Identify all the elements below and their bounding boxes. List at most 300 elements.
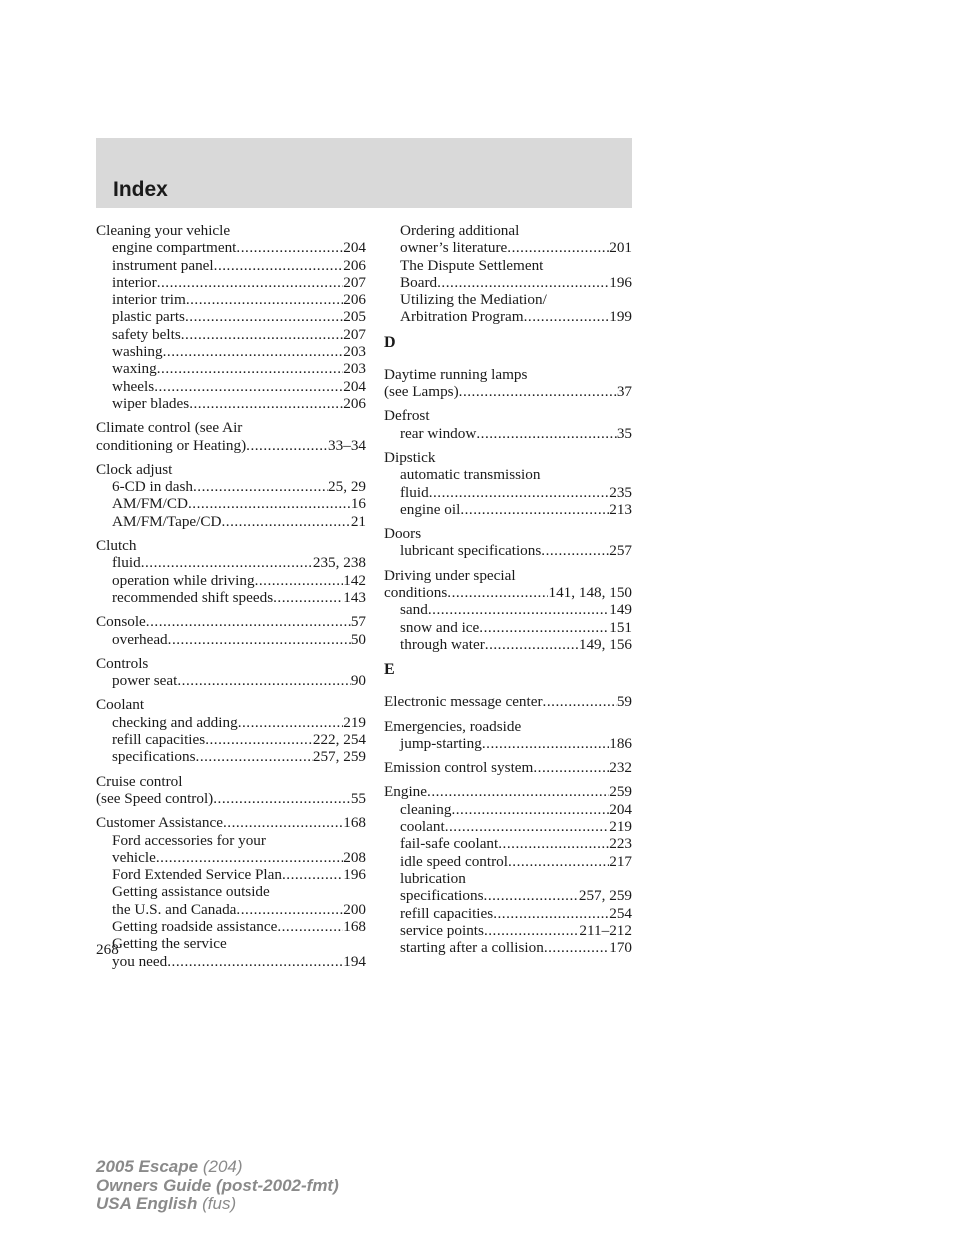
- page-ref: 203: [343, 360, 366, 378]
- entry-term: refill capacities: [112, 731, 206, 749]
- index-entry: [96, 696, 366, 765]
- page-ref: 223: [609, 835, 632, 853]
- dot-leader: [273, 589, 343, 606]
- page-ref: 204: [609, 800, 632, 818]
- dot-leader: [141, 554, 313, 571]
- index-subentry: [96, 714, 366, 731]
- page-number: 268: [96, 941, 119, 958]
- index-entry: [96, 537, 366, 606]
- index-subentry: [96, 395, 366, 412]
- page-ref: 222, 254: [312, 731, 366, 749]
- entry-term: (see Speed control): [96, 789, 214, 807]
- leader-line: [400, 887, 632, 904]
- index-subentry: [384, 905, 632, 922]
- leader-line: [112, 495, 366, 512]
- entry-term: owner’s literature: [400, 239, 508, 257]
- footer: [96, 1158, 339, 1214]
- dot-leader: [185, 308, 343, 325]
- page-ref: 204: [343, 377, 366, 395]
- dot-leader: [460, 501, 609, 518]
- page-ref: 259: [609, 783, 632, 801]
- entry-term: Cleaning your vehicle: [96, 222, 231, 239]
- entry-term: Emergencies, roadside: [384, 717, 522, 735]
- index-subentry: [384, 801, 632, 818]
- leader-line: [112, 748, 366, 765]
- dot-leader: [451, 801, 609, 818]
- entry-term: plastic parts: [112, 308, 185, 326]
- leader-line: [400, 818, 632, 835]
- entry-term: interior: [112, 273, 157, 291]
- index-subentry: [96, 918, 366, 935]
- entry-term: Climate control (see Air: [96, 419, 243, 437]
- page-ref: 37: [616, 383, 632, 401]
- leader-line: [400, 636, 632, 653]
- page-ref: 213: [609, 500, 632, 518]
- entry-term: Electronic message center: [384, 693, 543, 711]
- dot-leader: [485, 636, 579, 653]
- dot-leader: [541, 542, 609, 559]
- entry-term: Engine: [384, 783, 428, 801]
- entry-term: engine oil: [400, 500, 461, 518]
- leader-line: [112, 631, 366, 648]
- dot-leader: [482, 735, 609, 752]
- index-subentry: [384, 818, 632, 835]
- leader-line: [112, 513, 366, 530]
- entry-term: Daytime running lamps: [384, 365, 528, 383]
- dot-leader: [223, 814, 343, 831]
- index-subentry: [384, 257, 632, 274]
- index-entry: [384, 567, 632, 653]
- index-heading: [384, 567, 632, 584]
- leader-line: [400, 801, 632, 818]
- entry-term: waxing: [112, 360, 157, 378]
- index-subentry: [384, 222, 632, 239]
- index-subentry: [384, 939, 632, 956]
- index-heading: [384, 366, 632, 383]
- index-heading: [96, 437, 366, 454]
- index-entry: [96, 419, 366, 454]
- leader-line: [112, 572, 366, 589]
- entry-term: Ordering additional: [400, 222, 520, 239]
- index-subentry: [96, 495, 366, 512]
- dot-leader: [157, 360, 344, 377]
- entry-term: automatic transmission: [400, 466, 541, 484]
- entry-term: checking and adding: [112, 713, 238, 731]
- leader-line: [384, 783, 632, 800]
- leader-line: [400, 425, 632, 442]
- index-subentry: [96, 866, 366, 883]
- index-entry: [384, 222, 632, 326]
- leader-line: [112, 274, 366, 291]
- footer-guide: Owners Guide (post-2002-fmt): [96, 1175, 339, 1195]
- entry-term: Getting the service: [112, 935, 227, 953]
- page-ref: 194: [343, 952, 366, 970]
- dot-leader: [484, 922, 579, 939]
- entry-term: Emission control system: [384, 759, 534, 777]
- leader-line: [96, 437, 366, 454]
- dot-leader: [543, 693, 617, 710]
- index-heading: [384, 407, 632, 424]
- dot-leader: [163, 343, 344, 360]
- index-entry: [384, 693, 632, 710]
- index-subentry: [96, 343, 366, 360]
- leader-line: [112, 239, 366, 256]
- index-subentry: [384, 425, 632, 442]
- leader-line: [400, 922, 632, 939]
- index-subentry: [384, 636, 632, 653]
- index-heading: [96, 419, 366, 436]
- footer-model: 2005 Escape: [96, 1157, 199, 1176]
- entry-term: Coolant: [96, 696, 145, 714]
- entry-term: conditioning or Heating): [96, 436, 247, 454]
- index-subentry: [96, 478, 366, 495]
- page-ref: 143: [343, 588, 366, 606]
- index-heading: [384, 718, 632, 735]
- leader-line: [112, 326, 366, 343]
- leader-line: [400, 308, 632, 325]
- dot-leader: [156, 849, 343, 866]
- page-ref: 16: [350, 495, 366, 513]
- dot-leader: [236, 901, 343, 918]
- dot-leader: [476, 425, 616, 442]
- entry-term: AM/FM/CD: [112, 495, 188, 513]
- page-ref: 257, 259: [578, 887, 632, 905]
- page-ref: 59: [616, 693, 632, 711]
- dot-leader: [205, 731, 313, 748]
- leader-line: [400, 501, 632, 518]
- index-entry: [96, 461, 366, 530]
- index-subentry: [384, 291, 632, 308]
- index-subentry: [96, 631, 366, 648]
- dot-leader: [498, 835, 609, 852]
- leader-line: [112, 714, 366, 731]
- leader-line: [400, 619, 632, 636]
- entry-term: (see Lamps): [384, 383, 459, 401]
- page-ref: 90: [350, 672, 366, 690]
- index-subentry: [96, 308, 366, 325]
- leader-line: [112, 866, 366, 883]
- page-ref: 33–34: [328, 436, 366, 454]
- leader-line: [400, 601, 632, 618]
- dot-leader: [524, 308, 610, 325]
- index-entry: [384, 449, 632, 518]
- index-subentry: [96, 935, 366, 952]
- leader-line: [384, 693, 632, 710]
- entry-term: idle speed control: [400, 852, 508, 870]
- leader-line: [112, 849, 366, 866]
- index-subentry: [96, 360, 366, 377]
- footer-line-1: [96, 1158, 339, 1177]
- index-subentry: [384, 501, 632, 518]
- entry-term: Utilizing the Mediation/: [400, 291, 547, 309]
- page-ref: 199: [609, 308, 632, 326]
- section-letter: D: [384, 333, 396, 351]
- dot-leader: [508, 853, 609, 870]
- dot-leader: [146, 613, 351, 630]
- index-heading: [96, 222, 366, 239]
- dot-leader: [154, 378, 343, 395]
- entry-term: conditions: [384, 584, 448, 602]
- entry-term: jump-starting: [400, 734, 482, 752]
- page-ref: 235: [609, 483, 632, 501]
- index-subentry: [384, 542, 632, 559]
- dot-leader: [238, 714, 344, 731]
- index-column-left: [96, 222, 366, 977]
- index-subentry: [384, 835, 632, 852]
- page-ref: 206: [343, 256, 366, 274]
- entry-term: recommended shift speeds: [112, 588, 274, 606]
- entry-term: wheels: [112, 377, 155, 395]
- page-ref: 257, 259: [312, 748, 366, 766]
- index-subentry: [96, 274, 366, 291]
- index-subentry: [96, 672, 366, 689]
- dot-leader: [445, 818, 610, 835]
- page-ref: 142: [343, 571, 366, 589]
- page-ref: 170: [609, 939, 632, 957]
- entry-term: fluid: [112, 554, 141, 572]
- entry-term: rear window: [400, 424, 477, 442]
- page-ref: 168: [343, 814, 366, 832]
- footer-line-3: [96, 1195, 339, 1214]
- index-subentry: [384, 484, 632, 501]
- entry-term: washing: [112, 343, 163, 361]
- index-subentry: [384, 887, 632, 904]
- leader-line: [112, 378, 366, 395]
- leader-line: [112, 731, 366, 748]
- section-letter: E: [384, 661, 395, 679]
- index-subentry: [96, 589, 366, 606]
- leader-line: [400, 484, 632, 501]
- index-heading: [384, 759, 632, 776]
- dot-leader: [193, 478, 328, 495]
- leader-line: [112, 901, 366, 918]
- entry-term: Customer Assistance: [96, 814, 223, 832]
- index-entry: [96, 613, 366, 648]
- page-ref: 57: [350, 613, 366, 631]
- footer-line-2: [96, 1177, 339, 1196]
- entry-term: Clutch: [96, 537, 137, 555]
- entry-term: Driving under special: [384, 566, 516, 584]
- entry-term: wiper blades: [112, 394, 190, 412]
- dot-leader: [167, 953, 343, 970]
- dot-leader: [177, 672, 350, 689]
- entry-term: specifications: [400, 887, 484, 905]
- index-subentry: [384, 601, 632, 618]
- dot-leader: [157, 274, 344, 291]
- entry-term: vehicle: [112, 848, 156, 866]
- entry-term: cleaning: [400, 800, 452, 818]
- entry-term: lubrication: [400, 869, 466, 887]
- entry-term: Arbitration Program: [400, 308, 524, 326]
- dot-leader: [221, 513, 350, 530]
- index-heading: [96, 655, 366, 672]
- dot-leader: [484, 887, 579, 904]
- page-ref: 196: [343, 866, 366, 884]
- index-heading: [96, 696, 366, 713]
- dot-leader: [447, 584, 548, 601]
- leader-line: [112, 589, 366, 606]
- leader-line: [400, 835, 632, 852]
- index-subentry: [384, 922, 632, 939]
- index-entry: [384, 407, 632, 442]
- leader-line: [112, 672, 366, 689]
- index-subentry: [96, 572, 366, 589]
- page-ref: 206: [343, 394, 366, 412]
- entry-term: sand: [400, 601, 428, 619]
- page-ref: 25, 29: [328, 478, 366, 496]
- index-entry: [96, 655, 366, 690]
- leader-line: [400, 735, 632, 752]
- page-ref: 217: [609, 852, 632, 870]
- dot-leader: [277, 918, 343, 935]
- entry-term: The Dispute Settlement: [400, 256, 544, 274]
- index-column-right: [384, 222, 632, 963]
- entry-term: instrument panel: [112, 256, 214, 274]
- page-ref: 232: [609, 759, 632, 777]
- page-ref: 205: [343, 308, 366, 326]
- index-subentry: [384, 870, 632, 887]
- index-subentry: [96, 748, 366, 765]
- index-heading: [384, 584, 632, 601]
- index-heading: [384, 693, 632, 710]
- entry-term: Cruise control: [96, 772, 183, 790]
- index-subentry: [96, 953, 366, 970]
- page-ref: 207: [343, 273, 366, 291]
- entry-term: power seat: [112, 672, 178, 690]
- leader-line: [400, 274, 632, 291]
- entry-term: Clock adjust: [96, 460, 173, 478]
- entry-term: Getting assistance outside: [112, 883, 270, 901]
- index-heading: [384, 783, 632, 800]
- dot-leader: [493, 905, 609, 922]
- dot-leader: [255, 572, 344, 589]
- dot-leader: [437, 274, 609, 291]
- page-ref: 203: [343, 343, 366, 361]
- leader-line: [112, 343, 366, 360]
- dot-leader: [544, 939, 609, 956]
- entry-term: lubricant specifications: [400, 542, 542, 560]
- entry-term: interior trim: [112, 291, 186, 309]
- page-ref: 168: [343, 917, 366, 935]
- leader-line: [400, 905, 632, 922]
- entry-term: you need: [112, 952, 168, 970]
- dot-leader: [429, 484, 610, 501]
- entry-term: Ford Extended Service Plan: [112, 866, 282, 884]
- leader-line: [112, 918, 366, 935]
- page-ref: 151: [609, 618, 632, 636]
- dot-leader: [196, 748, 313, 765]
- entry-term: AM/FM/Tape/CD: [112, 512, 222, 530]
- leader-line: [96, 790, 366, 807]
- entry-term: safety belts: [112, 325, 181, 343]
- page-ref: 208: [343, 848, 366, 866]
- entry-term: overhead: [112, 630, 168, 648]
- entry-term: Doors: [384, 525, 422, 543]
- entry-term: refill capacities: [400, 904, 494, 922]
- index-subentry: [96, 513, 366, 530]
- entry-term: Dipstick: [384, 448, 436, 466]
- dot-leader: [188, 495, 351, 512]
- dot-leader: [428, 601, 609, 618]
- page-ref: 141, 148, 150: [548, 584, 632, 602]
- entry-term: Board: [400, 273, 438, 291]
- index-heading: [96, 773, 366, 790]
- leader-line: [112, 395, 366, 412]
- index-heading: [96, 461, 366, 478]
- index-subentry: [96, 291, 366, 308]
- leader-line: [400, 239, 632, 256]
- index-subentry: [96, 883, 366, 900]
- entry-term: Console: [96, 613, 146, 631]
- leader-line: [400, 542, 632, 559]
- index-subentry: [96, 832, 366, 849]
- dot-leader: [282, 866, 343, 883]
- index-heading: [96, 814, 366, 831]
- entry-term: fluid: [400, 483, 429, 501]
- index-subentry: [384, 853, 632, 870]
- page-ref: 207: [343, 325, 366, 343]
- page-ref: 219: [609, 818, 632, 836]
- index-heading: [384, 449, 632, 466]
- entry-term: Controls: [96, 654, 149, 672]
- entry-term: specifications: [112, 748, 196, 766]
- index-entry: [384, 366, 632, 401]
- page-ref: 196: [609, 273, 632, 291]
- index-heading: [96, 613, 366, 630]
- leader-line: [384, 383, 632, 400]
- entry-term: starting after a collision: [400, 939, 544, 957]
- index-heading: [96, 790, 366, 807]
- page-ref: 211–212: [579, 921, 632, 939]
- index-subentry: [384, 308, 632, 325]
- index-subentry: [96, 257, 366, 274]
- leader-line: [112, 257, 366, 274]
- page-ref: 206: [343, 291, 366, 309]
- index-entry: [96, 222, 366, 412]
- leader-line: [96, 613, 366, 630]
- index-heading: [96, 537, 366, 554]
- index-subentry: [96, 901, 366, 918]
- footer-language: USA English: [96, 1194, 198, 1213]
- index-subentry: [96, 849, 366, 866]
- leader-line: [112, 291, 366, 308]
- entry-term: coolant: [400, 818, 445, 836]
- leader-line: [112, 478, 366, 495]
- footer-model-code: (204): [202, 1157, 243, 1176]
- index-subentry: [384, 619, 632, 636]
- page-ref: 204: [343, 239, 366, 257]
- index-heading: [384, 525, 632, 542]
- dot-leader: [533, 759, 609, 776]
- leader-line: [400, 939, 632, 956]
- page-ref: 219: [343, 713, 366, 731]
- index-subentry: [384, 239, 632, 256]
- page-ref: 50: [350, 630, 366, 648]
- leader-line: [112, 554, 366, 571]
- index-subentry: [96, 326, 366, 343]
- index-entry: [384, 718, 632, 753]
- index-subentry: [96, 731, 366, 748]
- entry-term: service points: [400, 921, 484, 939]
- index-subentry: [96, 378, 366, 395]
- entry-term: Defrost: [384, 407, 430, 425]
- index-subentry: [384, 274, 632, 291]
- leader-line: [112, 308, 366, 325]
- leader-line: [112, 360, 366, 377]
- index-subentry: [384, 466, 632, 483]
- page-ref: 149, 156: [578, 635, 632, 653]
- header-band: [96, 138, 632, 208]
